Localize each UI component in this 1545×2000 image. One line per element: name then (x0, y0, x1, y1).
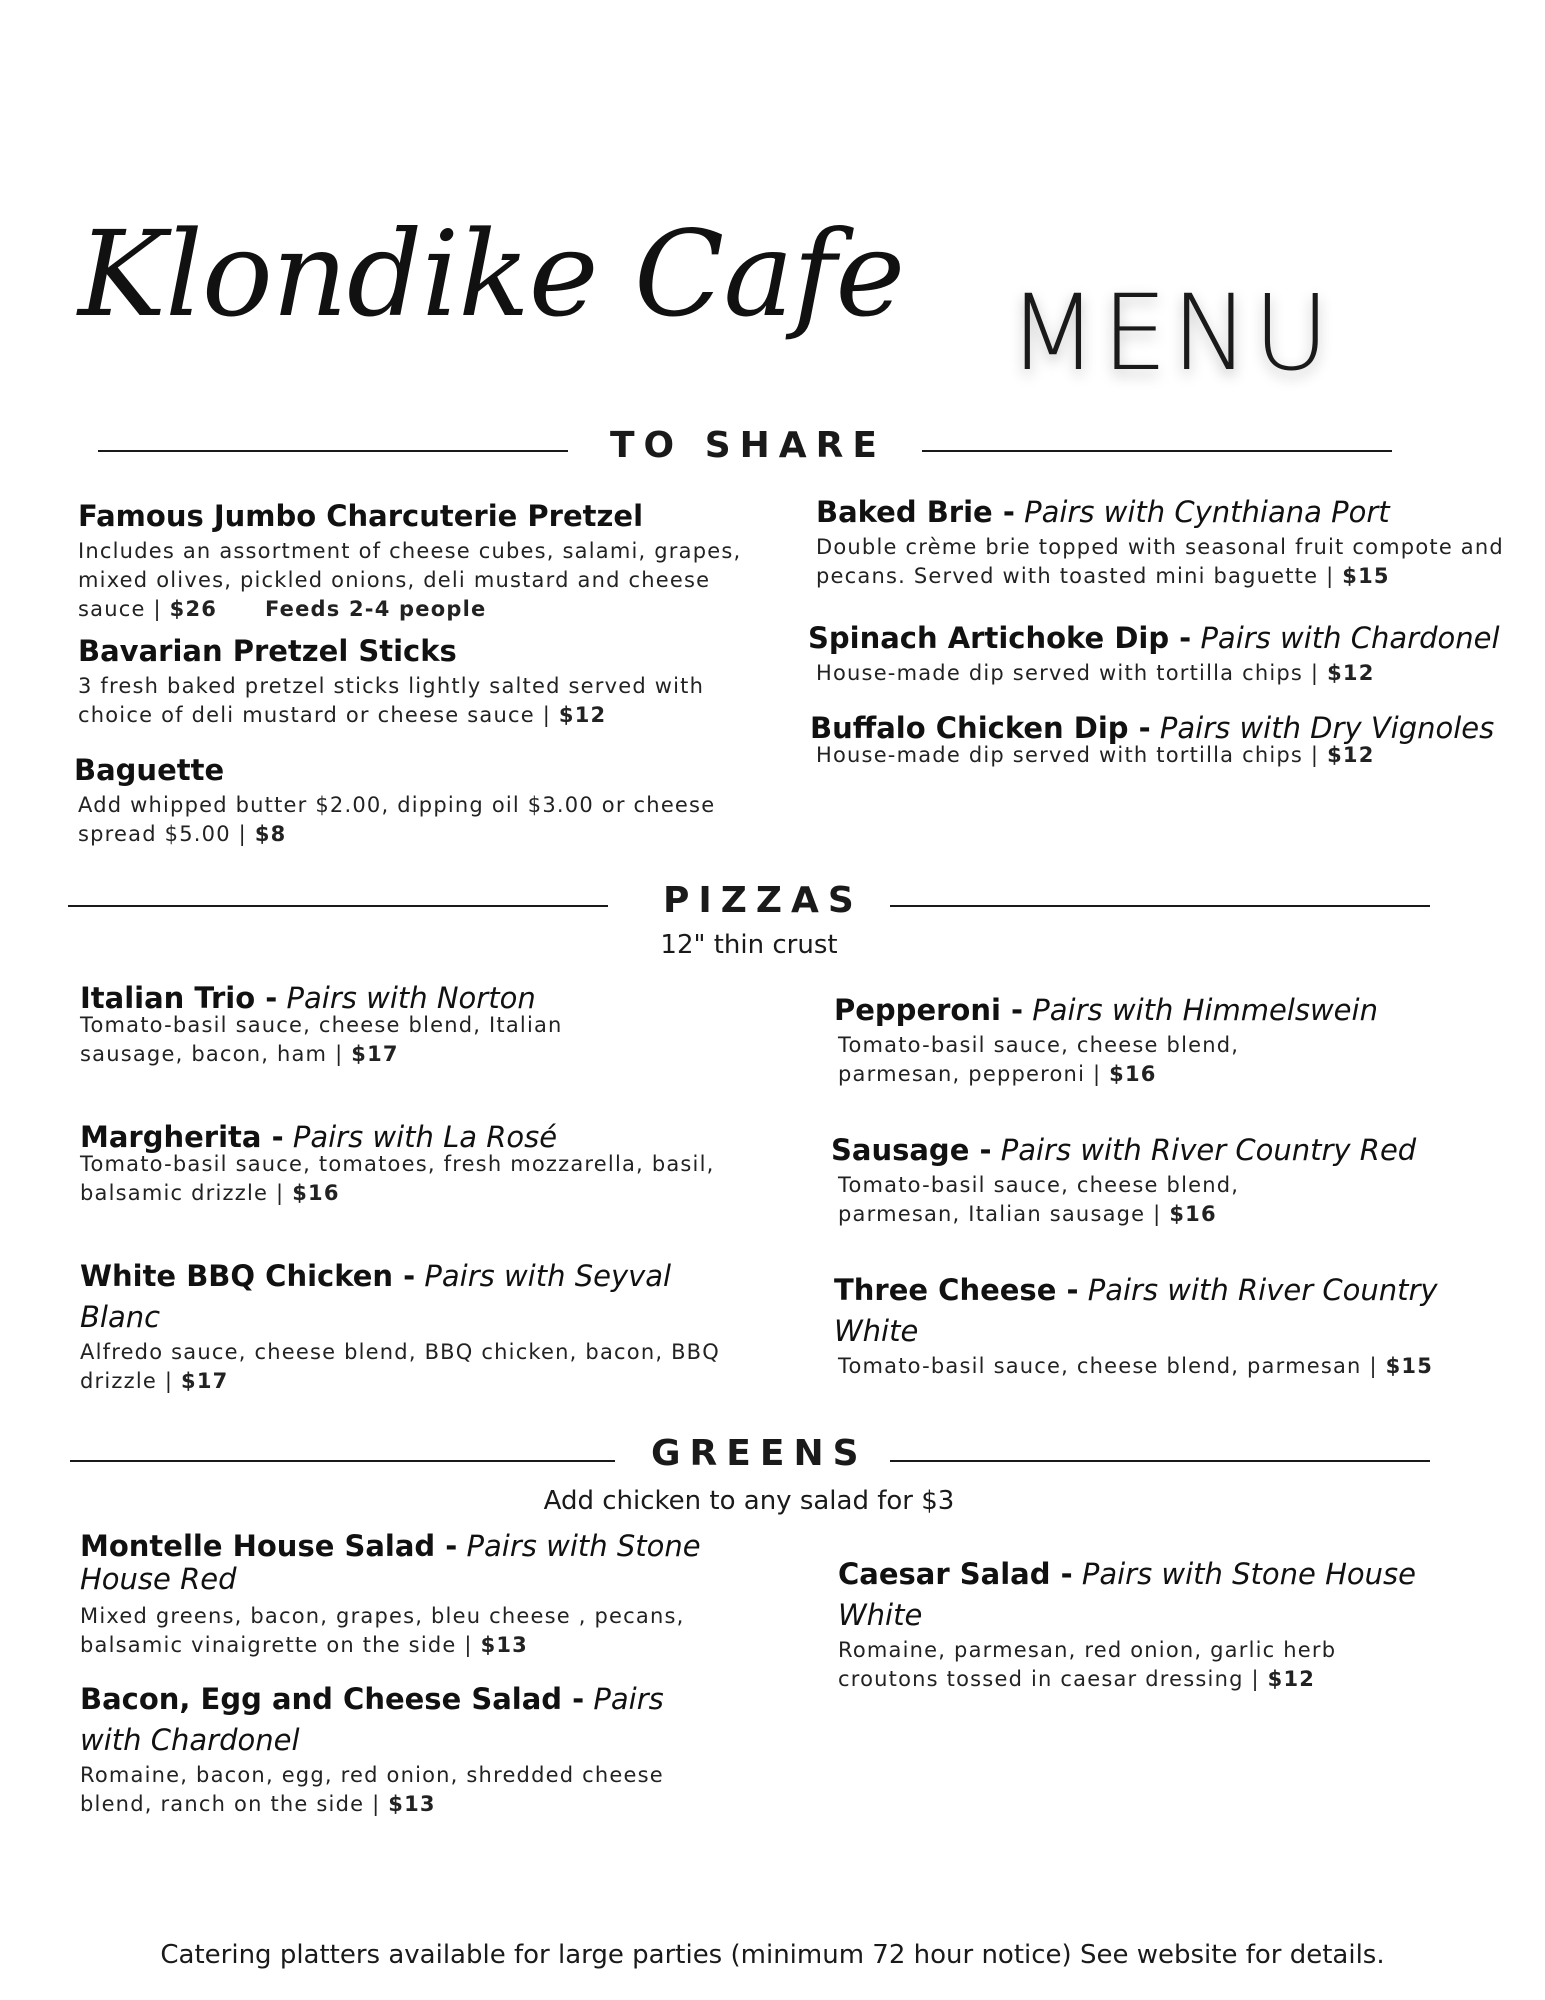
item-description (80, 1338, 780, 1396)
item-name: Famous Jumbo Charcuterie Pretzel (78, 499, 644, 533)
item-name: White BBQ Chicken - (80, 1259, 416, 1293)
section-rule-left (98, 450, 568, 452)
item-price: $13 (388, 1792, 436, 1816)
item-desc-text: Tomato-basil sauce, cheese blend, parmesan | (838, 1354, 1378, 1378)
menu-item-italian-trio (80, 978, 780, 1069)
item-description (78, 672, 778, 730)
item-description (80, 1150, 720, 1208)
item-desc-text: Tomato-basil sauce, cheese blend, parmesan, pepperoni | (838, 1033, 1240, 1086)
item-price: $8 (254, 822, 287, 846)
menu-heading: MENU (1008, 272, 1334, 394)
item-desc-text: Double crème brie topped with seasonal fruit compote and pecans. Served with toasted mini baguette | (816, 535, 1504, 588)
item-price: $26 (169, 597, 218, 621)
menu-item-baked-brie (816, 492, 1516, 591)
item-title (816, 492, 1516, 533)
item-description (80, 1602, 740, 1660)
menu-item-margherita (80, 1117, 780, 1208)
section-rule-right (890, 905, 1430, 907)
item-desc-text: Mixed greens, bacon, grapes, bleu cheese , pecans, balsamic vinaigrette on the side | (80, 1604, 685, 1657)
item-price: $16 (1169, 1202, 1217, 1226)
item-description (834, 1031, 1318, 1089)
item-pairing: Pairs with River Country White (834, 1273, 1438, 1348)
item-price: $15 (1385, 1354, 1434, 1378)
menu-item-caesar-salad (838, 1554, 1538, 1694)
item-pairing: Pairs with Stone House White (838, 1557, 1416, 1632)
item-desc-text: 3 fresh baked pretzel sticks lightly salted served with choice of deli mustard or cheese sauce | (78, 674, 705, 727)
item-title (74, 750, 774, 791)
item-price: $12 (1327, 661, 1375, 685)
item-desc-text: Includes an assortment of cheese cubes, salami, grapes, mixed olives, pickled onions, deli mustard and cheese sauce | (78, 539, 742, 621)
menu-item-pretzel-sticks (78, 631, 778, 730)
menu-item-bacon-egg-cheese-salad (80, 1679, 780, 1819)
item-description (74, 791, 774, 849)
section-title-greens: GREENS (651, 1433, 868, 1474)
menu-item-spinach-dip (808, 618, 1528, 688)
item-name: Buffalo Chicken Dip - (810, 711, 1151, 745)
menu-item-pepperoni (834, 990, 1534, 1089)
section-rule-right (922, 450, 1392, 452)
item-title (80, 1256, 700, 1338)
item-title (808, 618, 1528, 659)
item-name: Margherita - (80, 1120, 284, 1154)
item-name: Baguette (74, 753, 225, 787)
item-title (78, 631, 778, 672)
item-title (831, 1130, 1531, 1171)
item-price: $12 (558, 703, 607, 727)
item-title (838, 1554, 1458, 1636)
item-serving-note: Feeds 2-4 people (264, 597, 487, 621)
item-description (834, 1352, 1518, 1381)
section-rule-left (70, 1460, 615, 1462)
item-desc-text: Tomato-basil sauce, tomatoes, fresh mozzarella, basil, balsamic drizzle | (80, 1152, 715, 1205)
item-price: $15 (1342, 564, 1390, 588)
cafe-brand-title: Klondike Cafe (78, 205, 905, 343)
item-pairing: Pairs with Dry Vignoles (1159, 711, 1495, 745)
item-description (80, 1761, 720, 1819)
item-price: $16 (292, 1181, 340, 1205)
menu-item-buffalo-dip (810, 708, 1530, 770)
item-desc-text: Romaine, parmesan, red onion, garlic herb croutons tossed in caesar dressing | (838, 1638, 1337, 1691)
item-description (808, 659, 1528, 688)
menu-item-three-cheese (834, 1270, 1534, 1381)
item-price: $12 (1327, 743, 1375, 767)
item-desc-text: House-made dip served with tortilla chips | (816, 661, 1320, 685)
item-pairing: Pairs with Norton (286, 981, 536, 1015)
menu-item-montelle-house-salad (80, 1530, 780, 1660)
item-title (834, 1270, 1474, 1352)
item-price: $12 (1267, 1667, 1316, 1691)
menu-item-white-bbq-chicken (80, 1256, 780, 1396)
item-description (816, 533, 1516, 591)
item-price: $16 (1109, 1062, 1157, 1086)
item-pairing: Pairs with Himmelswein (1032, 993, 1378, 1027)
item-description (838, 1636, 1398, 1694)
item-name: Sausage - (831, 1133, 992, 1167)
item-pairing: Pairs with Cynthiana Port (1024, 495, 1390, 529)
item-name: Caesar Salad - (838, 1557, 1073, 1591)
item-description (78, 537, 778, 624)
item-name: Spinach Artichoke Dip - (808, 621, 1192, 655)
item-pairing: Pairs with River Country Red (1000, 1133, 1417, 1167)
item-pairing: Pairs with Chardonel (80, 1682, 664, 1757)
item-description (80, 1011, 640, 1069)
item-desc-text: Tomato-basil sauce, cheese blend, parmesan, Italian sausage | (838, 1173, 1240, 1226)
item-desc-text: Romaine, bacon, egg, red onion, shredded cheese blend, ranch on the side | (80, 1763, 664, 1816)
item-pairing: Pairs with Seyval Blanc (80, 1259, 672, 1334)
item-name: Bacon, Egg and Cheese Salad - (80, 1682, 585, 1716)
item-price: $13 (480, 1633, 528, 1657)
item-title (834, 990, 1534, 1031)
item-pairing: Pairs with Stone House Red (80, 1529, 701, 1596)
item-price: $17 (181, 1369, 229, 1393)
menu-item-charcuterie-pretzel (78, 496, 778, 624)
item-description (831, 1171, 1318, 1229)
section-rule-right (890, 1460, 1430, 1462)
menu-item-sausage (831, 1130, 1531, 1229)
catering-footer-note: Catering platters available for large parties (minimum 72 hour notice) See website for details. (160, 1940, 1385, 1970)
item-desc-text: Alfredo sauce, cheese blend, BBQ chicken, bacon, BBQ drizzle | (80, 1340, 721, 1393)
item-name: Three Cheese - (834, 1273, 1079, 1307)
item-name: Pepperoni - (834, 993, 1024, 1027)
section-title-share: TO SHARE (610, 425, 886, 466)
item-desc-text: House-made dip served with tortilla chips | (816, 743, 1320, 767)
section-subtitle-greens: Add chicken to any salad for $3 (543, 1486, 955, 1516)
section-subtitle-pizzas: 12" thin crust (660, 930, 838, 960)
item-price: $17 (351, 1042, 399, 1066)
item-pairing: Pairs with Chardonel (1200, 621, 1500, 655)
item-name: Baked Brie - (816, 495, 1015, 529)
item-title (80, 1679, 720, 1761)
section-title-pizzas: PIZZAS (663, 880, 863, 921)
item-title (78, 496, 778, 537)
item-desc-text: Add whipped butter $2.00, dipping oil $3.00 or cheese spread $5.00 | (78, 793, 716, 846)
item-desc-text: Tomato-basil sauce, cheese blend, Italian sausage, bacon, ham | (80, 1013, 563, 1066)
section-rule-left (68, 905, 608, 907)
item-name: Montelle House Salad - (80, 1529, 458, 1563)
item-name: Italian Trio - (80, 981, 278, 1015)
menu-item-baguette (74, 750, 774, 849)
item-title (80, 1530, 720, 1596)
item-pairing: Pairs with La Rosé (292, 1120, 558, 1154)
item-name: Bavarian Pretzel Sticks (78, 634, 457, 668)
